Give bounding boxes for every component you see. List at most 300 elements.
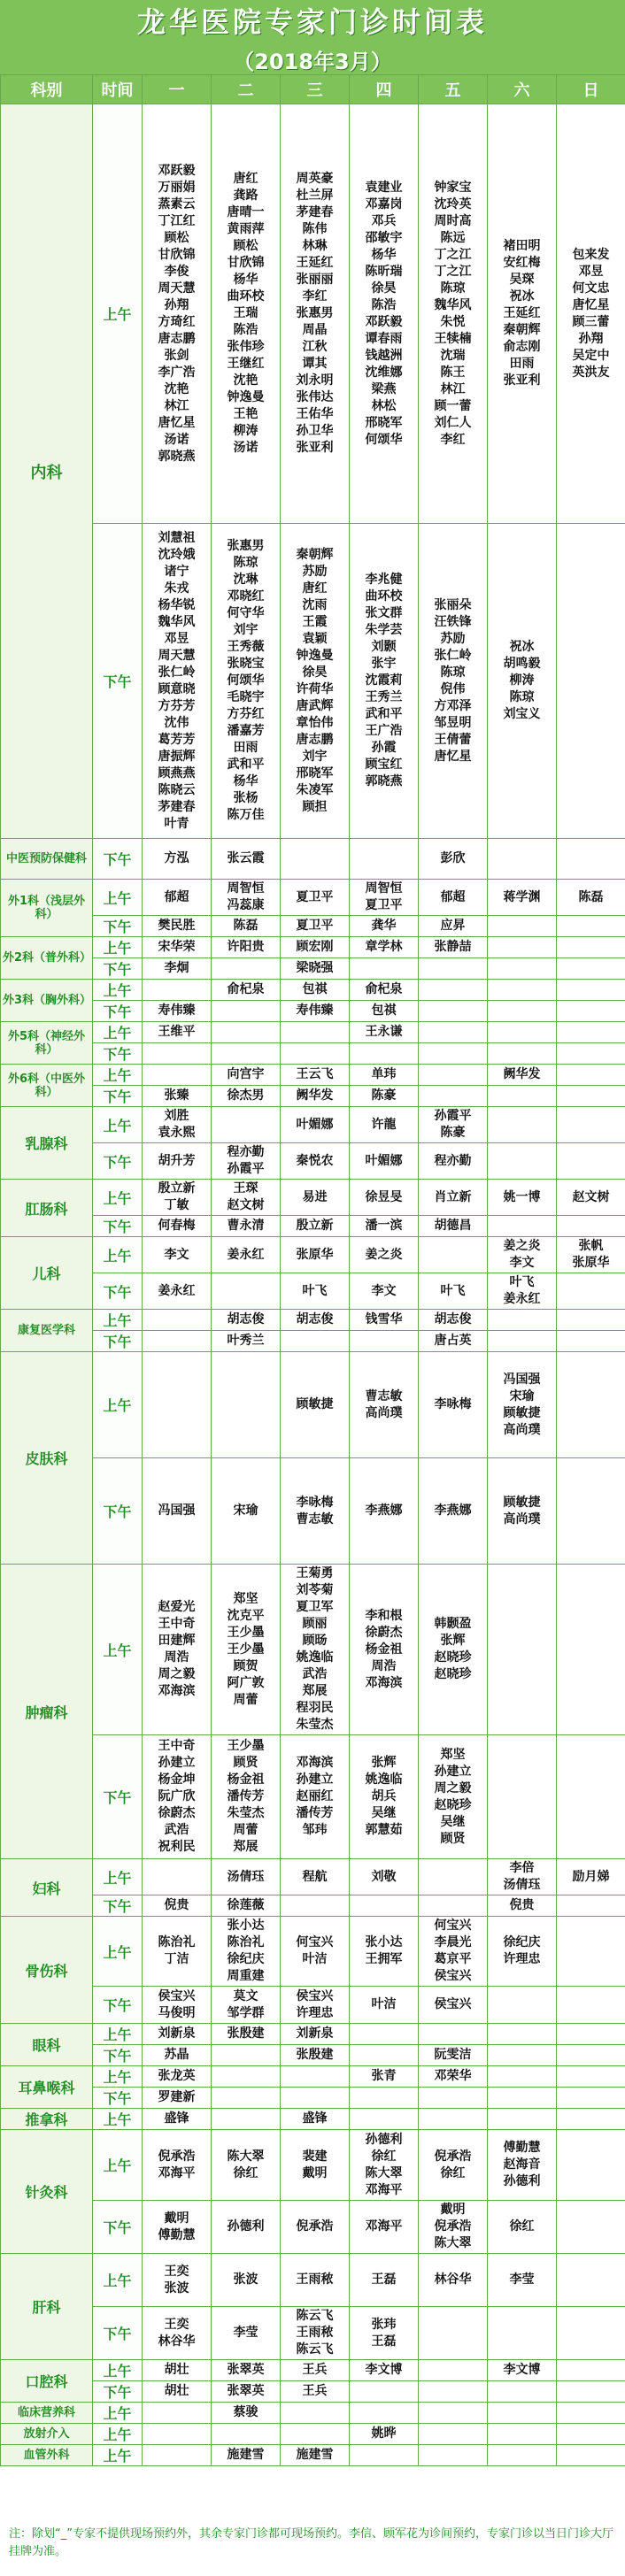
doctor-name: 顾敏捷 xyxy=(503,1495,541,1510)
day-cell xyxy=(350,2024,419,2045)
day-cell xyxy=(281,1086,350,1107)
doctor-name: 徐昊 xyxy=(371,281,397,296)
doctor-name: 英洪友 xyxy=(572,365,610,380)
doctor-name: 周天慧 xyxy=(158,281,196,296)
day-cell xyxy=(212,1565,281,1735)
day-cell xyxy=(143,1001,212,1022)
session-label: 下午 xyxy=(93,1043,143,1065)
doctor-name: 张原华 xyxy=(296,1247,334,1262)
table-row xyxy=(1,2066,625,2088)
table-row xyxy=(1,1331,625,1352)
doctor-name: 王雨秾 xyxy=(296,2272,334,2287)
doctor-name: 汤诺 xyxy=(233,441,258,455)
doctor-name: 邢晓军 xyxy=(365,415,403,430)
doctor-name: 郑展 xyxy=(233,1840,258,1854)
day-cell xyxy=(281,1352,350,1458)
day-cell xyxy=(350,1917,419,1987)
day-cell xyxy=(419,880,488,916)
day-cell xyxy=(419,1216,488,1237)
doctor-name: 程羽民 xyxy=(296,1701,334,1715)
day-cell xyxy=(557,880,625,916)
doctor-name: 钱雪华 xyxy=(365,1312,403,1326)
doctor-name: 刘颢 xyxy=(371,640,397,654)
doctor-name: 邵敏宇 xyxy=(365,230,403,245)
day-cell xyxy=(488,2403,557,2424)
doctor-name: 陈豪 xyxy=(440,1126,466,1140)
day-cell xyxy=(557,1216,625,1237)
day-cell xyxy=(419,980,488,1001)
table-row xyxy=(1,1086,625,1107)
doctor-name: 程航 xyxy=(302,1869,328,1884)
day-cell xyxy=(350,1895,419,1917)
doctor-name: 谭春雨 xyxy=(365,331,403,346)
day-cell xyxy=(143,1987,212,2024)
doctor-name: 孙德利 xyxy=(365,2132,403,2147)
table-row xyxy=(1,839,625,880)
day-cell xyxy=(212,1273,281,1310)
department-name: 外1科（浅层外科） xyxy=(1,880,93,937)
doctor-name: 叶媚娜 xyxy=(296,1117,334,1132)
day-cell xyxy=(419,1352,488,1458)
doctor-name: 苏励 xyxy=(302,564,328,579)
doctor-name: 秦悦农 xyxy=(296,1153,334,1168)
department-name: 肝科 xyxy=(1,2254,93,2360)
doctor-name: 张剑 xyxy=(164,348,189,363)
doctor-name: 顾贺 xyxy=(233,1658,258,1673)
day-cell xyxy=(350,1458,419,1565)
session-label: 上午 xyxy=(93,2109,143,2130)
day-cell xyxy=(557,1987,625,2024)
doctor-name: 邓晓红 xyxy=(227,589,265,604)
day-cell xyxy=(350,958,419,980)
day-cell xyxy=(281,1001,350,1022)
day-cell xyxy=(350,1331,419,1352)
day-cell xyxy=(143,1331,212,1352)
day-cell xyxy=(350,1565,419,1735)
day-cell xyxy=(488,1310,557,1331)
doctor-name: 何春梅 xyxy=(158,1219,196,1233)
day-cell xyxy=(419,1143,488,1180)
doctor-name: 王中奇 xyxy=(158,1617,196,1631)
doctor-name: 袁永熙 xyxy=(158,1126,196,1140)
doctor-name: 陈万佳 xyxy=(227,808,265,822)
doctor-name: 周之毅 xyxy=(158,1667,196,1681)
doctor-name: 王兵 xyxy=(302,2384,328,2398)
day-cell xyxy=(350,2307,419,2360)
day-cell xyxy=(281,524,350,839)
day-cell xyxy=(143,1735,212,1859)
doctor-name: 刘胜 xyxy=(164,1109,189,1123)
doctor-name: 顾丽 xyxy=(302,1617,328,1631)
doctor-name: 陈远 xyxy=(440,230,466,245)
day-cell xyxy=(281,1895,350,1917)
day-cell xyxy=(488,1022,557,1043)
day-cell xyxy=(350,1352,419,1458)
doctor-name: 王少墨 xyxy=(227,1739,265,1753)
column-header: 一 xyxy=(143,75,212,104)
doctor-name: 林松 xyxy=(371,398,397,413)
column-header: 时间 xyxy=(93,75,143,104)
doctor-name: 顾旸 xyxy=(302,1634,328,1648)
day-cell xyxy=(281,1180,350,1216)
day-cell xyxy=(212,1917,281,1987)
day-cell xyxy=(419,2254,488,2307)
day-cell xyxy=(419,1043,488,1065)
doctor-name: 丁之江 xyxy=(434,264,472,279)
day-cell xyxy=(557,958,625,980)
table-row xyxy=(1,2088,625,2109)
day-cell xyxy=(488,1216,557,1237)
doctor-name: 郑坚 xyxy=(440,1747,466,1762)
doctor-name: 林谷华 xyxy=(434,2272,472,2287)
doctor-name: 阙华发 xyxy=(296,1088,334,1103)
day-cell xyxy=(419,2066,488,2088)
session-label: 下午 xyxy=(93,1143,143,1180)
doctor-name: 胡壮 xyxy=(164,2384,189,2398)
day-cell xyxy=(350,1273,419,1310)
doctor-name: 姜之炎 xyxy=(503,1239,541,1253)
doctor-name: 阿广敦 xyxy=(227,1675,265,1690)
day-cell xyxy=(350,104,419,524)
doctor-name: 李莹 xyxy=(233,2326,258,2340)
doctor-name: 张丽朵 xyxy=(434,597,472,612)
doctor-name: 李晨光 xyxy=(434,1935,472,1949)
day-cell xyxy=(212,2360,281,2381)
doctor-name: 顾松 xyxy=(233,239,258,253)
day-cell xyxy=(281,2024,350,2045)
doctor-name: 张丽丽 xyxy=(296,273,334,287)
table-row xyxy=(1,2307,625,2360)
doctor-name: 单玮 xyxy=(371,1067,397,1081)
day-cell xyxy=(212,2381,281,2403)
doctor-name: 赵文树 xyxy=(227,1198,265,1212)
doctor-name: 张云霞 xyxy=(227,851,265,865)
doctor-name: 吴琛 xyxy=(509,273,535,287)
doctor-name: 朱学芸 xyxy=(365,623,403,637)
day-cell xyxy=(419,2088,488,2109)
day-cell xyxy=(143,958,212,980)
day-cell xyxy=(212,104,281,524)
day-cell xyxy=(281,2424,350,2445)
doctor-name: 张辉 xyxy=(440,1634,466,1648)
day-cell xyxy=(557,1895,625,1917)
page-title: 龙华医院专家门诊时间表 xyxy=(136,4,488,39)
day-cell xyxy=(281,1987,350,2024)
doctor-name: 孙霞平 xyxy=(434,1109,472,1123)
doctor-name: 陈大翠 xyxy=(365,2165,403,2180)
day-cell xyxy=(419,1086,488,1107)
day-cell xyxy=(488,937,557,958)
doctor-name: 陈云飞 xyxy=(296,2309,334,2323)
doctor-name: 张青 xyxy=(371,2069,397,2083)
doctor-name: 潘传芳 xyxy=(296,1806,334,1820)
session-label: 上午 xyxy=(93,1022,143,1043)
day-cell xyxy=(419,2024,488,2045)
doctor-name: 林江 xyxy=(164,398,189,413)
doctor-name: 沈玲娥 xyxy=(158,547,196,562)
day-cell xyxy=(281,104,350,524)
doctor-name: 甘欣锦 xyxy=(158,247,196,262)
doctor-name: 孙霞平 xyxy=(227,1162,265,1176)
doctor-name: 王瑞 xyxy=(233,306,258,320)
doctor-name: 倪贵 xyxy=(509,1898,535,1912)
footnote: 注：除划“_”专家不提供现场预约外，其余专家门诊都可现场预约。李信、顾军花为诊间预约，专家门诊以当日门诊大厅挂牌为准。 xyxy=(0,2520,625,2576)
doctor-name: 章怡伟 xyxy=(296,715,334,730)
table-row xyxy=(1,1458,625,1565)
table-row xyxy=(1,880,625,916)
day-cell xyxy=(143,1458,212,1565)
day-cell xyxy=(212,1022,281,1043)
doctor-name: 李莹 xyxy=(509,2272,535,2287)
day-cell xyxy=(212,2130,281,2201)
doctor-name: 许阳贵 xyxy=(227,940,265,954)
doctor-name: 王奕 xyxy=(164,2317,189,2332)
day-cell xyxy=(350,1143,419,1180)
day-cell xyxy=(350,1310,419,1331)
doctor-name: 张亚利 xyxy=(503,373,541,388)
doctor-name: 龚路 xyxy=(233,188,258,203)
doctor-name: 唐志鹏 xyxy=(296,732,334,747)
day-cell xyxy=(419,937,488,958)
day-cell xyxy=(281,1022,350,1043)
column-header: 五 xyxy=(419,75,488,104)
doctor-name: 李文博 xyxy=(365,2363,403,2377)
day-cell xyxy=(557,1143,625,1180)
session-label: 下午 xyxy=(93,2201,143,2254)
day-cell xyxy=(212,524,281,839)
day-cell xyxy=(488,1565,557,1735)
day-cell xyxy=(350,1086,419,1107)
doctor-name: 祝利民 xyxy=(158,1840,196,1854)
doctor-name: 杨华 xyxy=(233,273,258,287)
day-cell xyxy=(488,1331,557,1352)
day-cell xyxy=(143,880,212,916)
day-cell xyxy=(350,2066,419,2088)
doctor-name: 叶飞 xyxy=(302,1283,328,1298)
doctor-name: 孙翔 xyxy=(578,331,604,346)
doctor-name: 曹志敏 xyxy=(365,1388,403,1403)
doctor-name: 倪承浩 xyxy=(434,2219,472,2234)
column-header: 科别 xyxy=(1,75,93,104)
doctor-name: 王永谦 xyxy=(365,1025,403,1039)
doctor-name: 陈浩 xyxy=(371,297,397,312)
day-cell xyxy=(212,2307,281,2360)
day-cell xyxy=(143,2201,212,2254)
table-row xyxy=(1,2445,625,2466)
day-cell xyxy=(281,2130,350,2201)
doctor-name: 邓兵 xyxy=(371,213,397,228)
doctor-name: 谭其 xyxy=(302,357,328,371)
session-label: 下午 xyxy=(93,524,143,839)
day-cell xyxy=(419,2109,488,2130)
day-cell xyxy=(419,2307,488,2360)
day-cell xyxy=(281,1735,350,1859)
doctor-name: 施建雪 xyxy=(296,2448,334,2462)
column-header: 二 xyxy=(212,75,281,104)
day-cell xyxy=(419,1565,488,1735)
doctor-name: 唐红 xyxy=(302,581,328,596)
doctor-name: 邓昱 xyxy=(578,264,604,279)
doctor-name: 杨金祖 xyxy=(365,1642,403,1657)
doctor-name: 张玮 xyxy=(371,2317,397,2332)
day-cell xyxy=(557,937,625,958)
doctor-name: 顾三蕾 xyxy=(572,314,610,329)
doctor-name: 李燕娜 xyxy=(365,1503,403,1518)
doctor-name: 张晓宝 xyxy=(227,657,265,671)
doctor-name: 顾意晓 xyxy=(158,681,196,696)
doctor-name: 丁江红 xyxy=(158,213,196,228)
doctor-name: 陈琼 xyxy=(440,281,466,296)
table-row xyxy=(1,1565,625,1735)
day-cell xyxy=(557,2445,625,2466)
doctor-name: 丁洁 xyxy=(164,1952,189,1966)
doctor-name: 陈琼 xyxy=(440,665,466,680)
doctor-name: 钱越洲 xyxy=(365,348,403,363)
day-cell xyxy=(419,524,488,839)
doctor-name: 胡升芳 xyxy=(158,1153,196,1168)
day-cell xyxy=(281,2066,350,2088)
day-cell xyxy=(419,1987,488,2024)
doctor-name: 曲环校 xyxy=(365,589,403,604)
session-label: 上午 xyxy=(93,2024,143,2045)
doctor-name: 刘宇 xyxy=(233,623,258,637)
doctor-name: 邓海平 xyxy=(365,2182,403,2197)
doctor-name: 王犊楠 xyxy=(434,331,472,346)
doctor-name: 丁之江 xyxy=(434,247,472,262)
day-cell xyxy=(281,1143,350,1180)
doctor-name: 沈伟 xyxy=(164,715,189,730)
doctor-name: 夏卫军 xyxy=(296,1600,334,1614)
day-cell xyxy=(143,1043,212,1065)
table-row xyxy=(1,2201,625,2254)
day-cell xyxy=(281,1331,350,1352)
day-cell xyxy=(212,2403,281,2424)
day-cell xyxy=(488,1895,557,1917)
doctor-name: 邓海滨 xyxy=(158,1684,196,1698)
doctor-name: 殷立新 xyxy=(296,1219,334,1233)
doctor-name: 唐占英 xyxy=(434,1334,472,1348)
doctor-name: 王奕 xyxy=(164,2264,189,2279)
day-cell xyxy=(143,1237,212,1273)
day-cell xyxy=(212,958,281,980)
doctor-name: 周智恒 xyxy=(365,881,403,896)
doctor-name: 张伟达 xyxy=(296,390,334,404)
day-cell xyxy=(143,2445,212,2466)
doctor-name: 何宝兴 xyxy=(296,1935,334,1949)
day-cell xyxy=(488,2381,557,2403)
doctor-name: 李炯 xyxy=(164,961,189,975)
doctor-name: 潘传芳 xyxy=(227,1789,265,1803)
doctor-name: 葛芳芳 xyxy=(158,732,196,747)
day-cell xyxy=(350,2381,419,2403)
doctor-name: 王兵 xyxy=(302,2363,328,2377)
doctor-name: 邓昱 xyxy=(164,631,189,646)
doctor-name: 张殷建 xyxy=(227,2026,265,2041)
doctor-name: 姚一博 xyxy=(503,1189,541,1204)
session-label: 下午 xyxy=(93,1331,143,1352)
day-cell xyxy=(557,1859,625,1895)
doctor-name: 马俊明 xyxy=(158,2005,196,2020)
doctor-name: 周浩 xyxy=(164,1650,189,1665)
doctor-name: 寿伟臻 xyxy=(158,1003,196,1018)
doctor-name: 程亦勤 xyxy=(227,1145,265,1159)
doctor-name: 林琳 xyxy=(302,239,328,253)
doctor-name: 赵文树 xyxy=(572,1189,610,1204)
day-cell xyxy=(488,880,557,916)
doctor-name: 傅勤慧 xyxy=(158,2227,196,2242)
day-cell xyxy=(419,2403,488,2424)
day-cell xyxy=(143,1086,212,1107)
doctor-name: 王磊 xyxy=(371,2334,397,2349)
doctor-name: 周蕾 xyxy=(233,1692,258,1707)
doctor-name: 杜兰屏 xyxy=(296,188,334,203)
department-name: 儿科 xyxy=(1,1237,93,1310)
doctor-name: 周晶 xyxy=(302,323,328,337)
doctor-name: 柳涛 xyxy=(509,673,535,688)
doctor-name: 胡志俊 xyxy=(434,1312,472,1326)
session-label: 下午 xyxy=(93,2381,143,2403)
doctor-name: 朱凌军 xyxy=(296,782,334,797)
doctor-name: 秦朝辉 xyxy=(296,547,334,562)
day-cell xyxy=(212,2254,281,2307)
doctor-name: 沈玲英 xyxy=(434,196,472,211)
doctor-name: 顾担 xyxy=(302,799,328,814)
doctor-name: 杨华 xyxy=(371,247,397,262)
doctor-name: 徐杰男 xyxy=(227,1088,265,1103)
department-name: 推拿科 xyxy=(1,2109,93,2130)
day-cell xyxy=(419,2201,488,2254)
day-cell xyxy=(419,1237,488,1273)
day-cell xyxy=(488,1859,557,1895)
doctor-name: 刘仁人 xyxy=(434,415,472,430)
doctor-name: 叶洁 xyxy=(302,1952,328,1966)
doctor-name: 姚逸临 xyxy=(365,1772,403,1787)
day-cell xyxy=(419,1735,488,1859)
doctor-name: 徐红 xyxy=(440,2165,466,2180)
table-row xyxy=(1,1273,625,1310)
department-name: 乳腺科 xyxy=(1,1107,93,1180)
session-label: 下午 xyxy=(93,2088,143,2109)
doctor-name: 李文博 xyxy=(503,2363,541,2377)
session-label: 上午 xyxy=(93,2360,143,2381)
doctor-name: 张惠男 xyxy=(227,539,265,553)
day-cell xyxy=(557,2360,625,2381)
doctor-name: 顾一蕾 xyxy=(434,398,472,413)
day-cell xyxy=(488,980,557,1001)
day-cell xyxy=(212,2201,281,2254)
doctor-name: 何颂华 xyxy=(365,432,403,447)
doctor-name: 陈豪 xyxy=(371,1088,397,1103)
day-cell xyxy=(488,1987,557,2024)
doctor-name: 顾敏捷 xyxy=(503,1405,541,1420)
day-cell xyxy=(143,1565,212,1735)
doctor-name: 傅勤慧 xyxy=(503,2141,541,2155)
day-cell xyxy=(143,104,212,524)
doctor-name: 刘宝义 xyxy=(503,707,541,721)
doctor-name: 侯宝兴 xyxy=(434,1997,472,2011)
doctor-name: 徐纪庆 xyxy=(227,1952,265,1966)
day-cell xyxy=(350,2254,419,2307)
day-cell xyxy=(143,2024,212,2045)
doctor-name: 李倍 xyxy=(509,1861,535,1875)
day-cell xyxy=(419,104,488,524)
doctor-name: 徐昱旻 xyxy=(365,1189,403,1204)
doctor-name: 殷立新 xyxy=(158,1181,196,1196)
day-cell xyxy=(419,2045,488,2066)
day-cell xyxy=(419,2381,488,2403)
doctor-name: 梁燕 xyxy=(371,381,397,396)
day-cell xyxy=(143,1022,212,1043)
